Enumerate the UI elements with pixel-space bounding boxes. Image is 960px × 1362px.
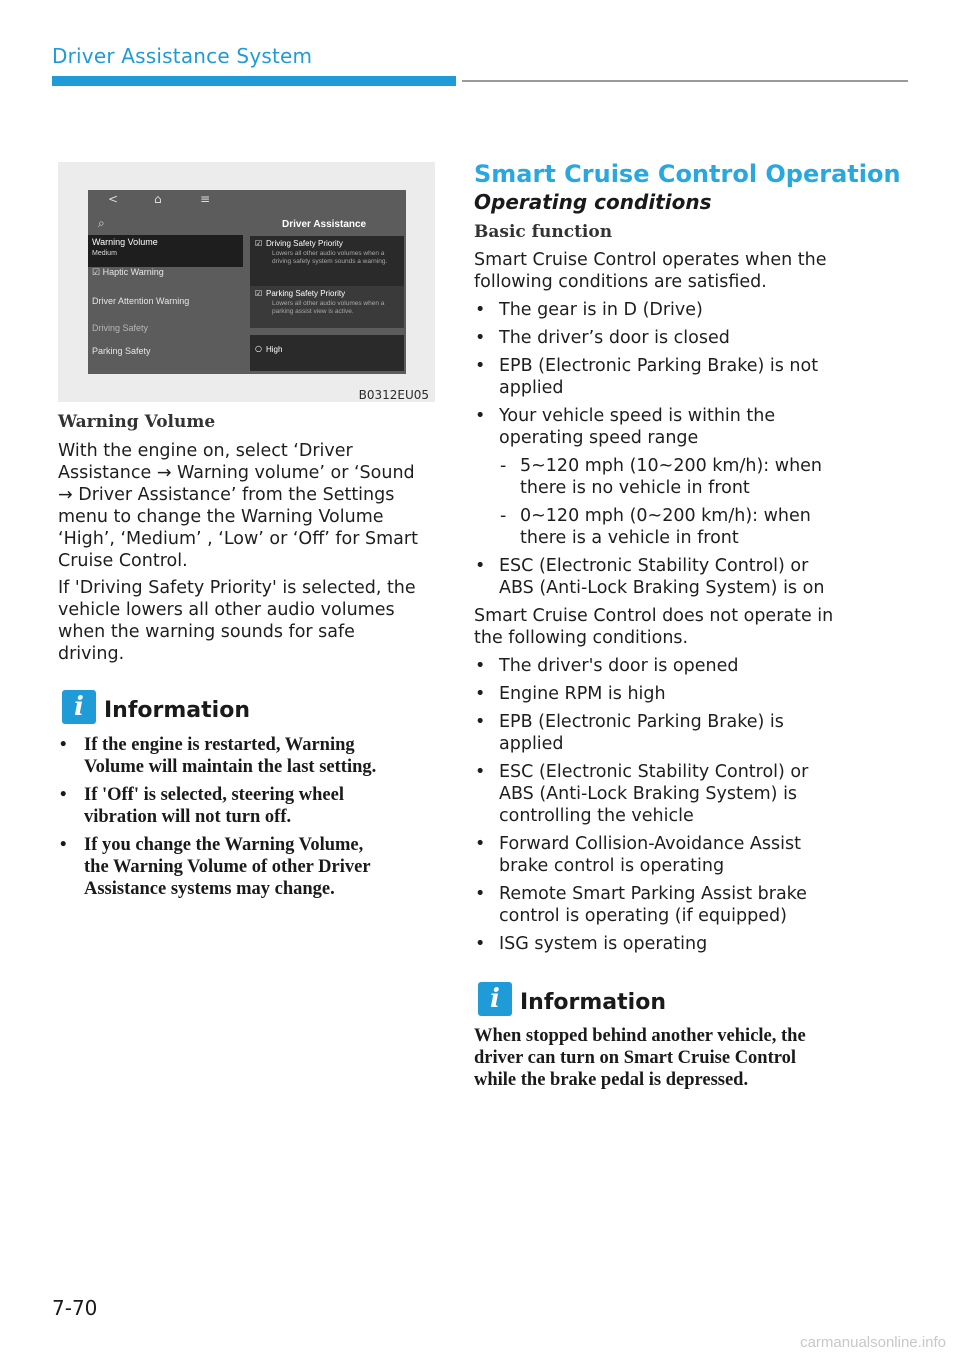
text-line: ‘High’, ‘Medium’ , ‘Low’ or ‘Off’ for Smart (58, 529, 418, 549)
text-line: The gear is in D (Drive) (499, 300, 703, 320)
driving-safety-priority-option (250, 236, 404, 286)
haptic-warning-label: Haptic Warning (102, 267, 164, 277)
text-line: driver can turn on Smart Cruise Control (474, 1048, 797, 1068)
warning-volume-label: Warning Volume (92, 237, 158, 247)
text-line: Forward Collision-Avoidance Assist (499, 834, 801, 854)
haptic-warning-item (92, 267, 164, 278)
text-line: Assistance systems may change. (84, 879, 335, 899)
text-line: vehicle lowers all other audio volumes (58, 600, 395, 620)
text-line: Remote Smart Parking Assist brake (499, 884, 807, 904)
list-item: • Engine RPM is high (475, 684, 666, 704)
text-line: operating speed range (499, 428, 699, 448)
option-title: Parking Safety Priority (266, 289, 346, 298)
text-line: If 'Driving Safety Priority' is selected, the (58, 578, 416, 598)
info-title: Information (520, 990, 666, 1015)
checkbox-icon: ☑ (255, 239, 263, 248)
page-number: 7-70 (52, 1296, 98, 1320)
info-icon: i (62, 690, 96, 724)
list-item: • Forward Collision-Avoidance Assist brake control is operating (475, 834, 801, 876)
text-line: The driver's door is opened (499, 656, 739, 676)
section-title: Smart Cruise Control Operation (474, 160, 901, 188)
warning-volume-heading: Warning Volume (58, 412, 216, 432)
text-line: Volume will maintain the last setting. (84, 757, 377, 777)
settings-screen-figure (58, 162, 435, 402)
basic-function-heading: Basic function (474, 222, 613, 242)
text-line: Cruise Control. (58, 551, 188, 571)
intro-paragraph (474, 249, 827, 293)
parking-safety-item: Parking Safety (92, 346, 151, 356)
text-line: Smart Cruise Control does not operate in (474, 606, 834, 626)
header-rule-accent (52, 76, 456, 86)
list-item: • ESC (Electronic Stability Control) or ABS (Anti-Lock Braking System) is on (475, 556, 825, 598)
text-line: there is a vehicle in front (520, 528, 739, 548)
header-rule (462, 80, 908, 82)
text-line: If you change the Warning Volume, (84, 835, 364, 855)
list-item: • EPB (Electronic Parking Brake) is not applied (475, 356, 819, 398)
option-title: Driving Safety Priority (266, 239, 343, 248)
text-line: menu to change the Warning Volume (58, 507, 384, 527)
text-line: applied (499, 734, 564, 754)
text-line: When stopped behind another vehicle, the (474, 1026, 806, 1046)
text-line: Assistance → Warning volume’ or ‘Sound (58, 463, 415, 483)
back-icon: < (108, 192, 119, 206)
warning-volume-value: Medium (92, 250, 117, 257)
text-line: If 'Off' is selected, steering wheel (84, 785, 344, 805)
list-item: • The driver’s door is closed (475, 328, 730, 348)
text-line: the Warning Volume of other Driver (84, 857, 371, 877)
checkbox-icon: ☑ (255, 289, 263, 298)
text-line: 5~120 mph (10~200 km/h): when (520, 456, 823, 476)
home-icon: ⌂ (154, 192, 162, 206)
list-item: • ESC (Electronic Stability Control) or ABS (Anti-Lock Braking System) is controlling the vehicle (475, 762, 809, 826)
screen-nav-bar (88, 190, 406, 212)
menu-icon: ≡ (200, 192, 211, 206)
warning-volume-item (88, 235, 243, 267)
text-line: applied (499, 378, 564, 398)
section-header: Driver Assistance System (52, 44, 313, 68)
text-line: If the engine is restarted, Warning (84, 735, 355, 755)
sub-list-item: - 5~120 mph (10~200 km/h): when there is no vehicle in front (500, 456, 823, 498)
text-line: → Driver Assistance’ from the Settings (58, 485, 395, 505)
info-icon: i (478, 982, 512, 1016)
text-line: ESC (Electronic Stability Control) or (499, 556, 809, 576)
text-line: The driver’s door is closed (499, 328, 730, 348)
text-line: Smart Cruise Control operates when the (474, 250, 827, 270)
radio-icon: ○ (255, 344, 262, 353)
sub-list-item: - 0~120 mph (0~200 km/h): when there is a vehicle in front (500, 506, 811, 548)
list-item: • The driver's door is opened (475, 656, 739, 676)
search-icon: ⌕ (98, 216, 105, 230)
option-title: High (266, 345, 283, 354)
option-desc: Lowers all other audio volumes when a driving safety system sounds a warning. (272, 250, 388, 265)
list-item: • Your vehicle speed is within the operating speed range (475, 406, 776, 448)
text-line: ISG system is operating (499, 934, 708, 954)
text-line: brake control is operating (499, 856, 725, 876)
checkbox-icon: ☑ (92, 267, 103, 277)
high-option (250, 335, 404, 371)
driver-attention-item: Driver Attention Warning (92, 296, 190, 306)
warning-volume-paragraph (58, 440, 418, 572)
priority-paragraph (58, 577, 416, 665)
text-line: ESC (Electronic Stability Control) or (499, 762, 809, 782)
list-item: • The gear is in D (Drive) (475, 300, 703, 320)
list-item: • EPB (Electronic Parking Brake) is applied (475, 712, 784, 754)
text-line: while the brake pedal is depressed. (474, 1070, 749, 1090)
watermark: carmanualsonline.info (800, 1334, 946, 1351)
infotainment-screen (88, 190, 406, 374)
text-line: EPB (Electronic Parking Brake) is not (499, 356, 819, 376)
text-line: Engine RPM is high (499, 684, 666, 704)
text-line: Your vehicle speed is within the (499, 406, 776, 426)
info-bullet: • If the engine is restarted, Warning Volume will maintain the last setting. (60, 735, 377, 777)
list-item: • Remote Smart Parking Assist brake control is operating (if equipped) (475, 884, 807, 926)
driving-safety-item: Driving Safety (92, 323, 149, 333)
info-bullet: • If 'Off' is selected, steering wheel vibration will not turn off. (60, 785, 344, 827)
text-line: the following conditions. (474, 628, 689, 648)
text-line: control is operating (if equipped) (499, 906, 787, 926)
info-title: Information (104, 698, 250, 723)
figure-code: B0312EU05 (358, 388, 429, 402)
text-line: when the warning sounds for safe (58, 622, 355, 642)
parking-safety-priority-option (250, 286, 404, 328)
info-bullet: • If you change the Warning Volume, the Warning Volume of other Driver Assistance systems may change. (60, 835, 371, 899)
text-line: driving. (58, 644, 125, 664)
text-line: following conditions are satisfied. (474, 272, 767, 292)
not-operate-paragraph (474, 605, 833, 649)
text-line: ABS (Anti-Lock Braking System) is (499, 784, 798, 804)
text-line: controlling the vehicle (499, 806, 694, 826)
text-line: EPB (Electronic Parking Brake) is (499, 712, 784, 732)
text-line: vibration will not turn off. (84, 807, 292, 827)
list-item: • ISG system is operating (475, 934, 708, 954)
screen-title: Driver Assistance (282, 219, 367, 230)
info-text (474, 1025, 806, 1091)
subsection-title: Operating conditions (474, 190, 712, 214)
text-line: 0~120 mph (0~200 km/h): when (520, 506, 811, 526)
option-desc: Lowers all other audio volumes when a parking assist view is active. (272, 300, 385, 315)
text-line: With the engine on, select ‘Driver (58, 441, 353, 461)
text-line: there is no vehicle in front (520, 478, 750, 498)
text-line: ABS (Anti-Lock Braking System) is on (499, 578, 825, 598)
